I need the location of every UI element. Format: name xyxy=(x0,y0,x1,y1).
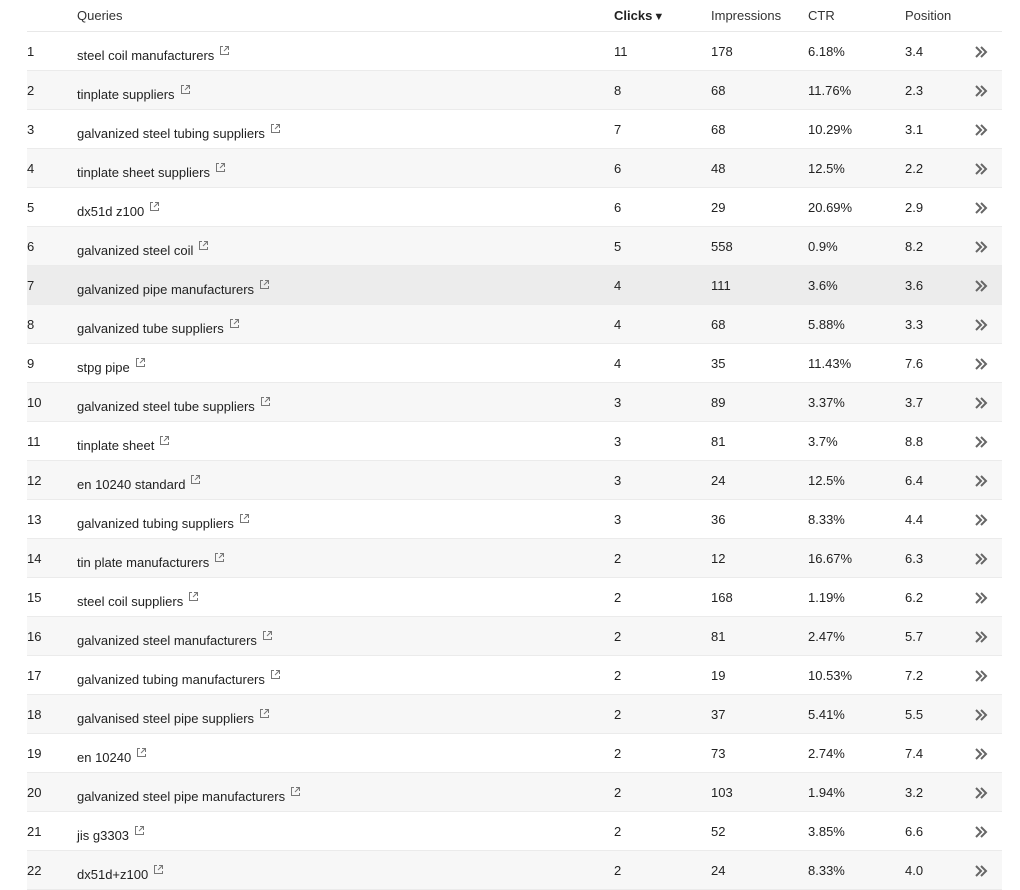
query-cell xyxy=(77,630,273,648)
impressions-cell: 558 xyxy=(711,239,733,254)
query-cell xyxy=(77,747,147,765)
impressions-cell: 68 xyxy=(711,122,726,137)
external-link-icon[interactable] xyxy=(153,864,164,875)
double-chevron-right-icon[interactable] xyxy=(973,278,989,294)
row-number: 4 xyxy=(27,161,35,176)
external-link-icon[interactable] xyxy=(259,708,270,719)
clicks-cell: 2 xyxy=(614,707,622,722)
ctr-cell: 3.85% xyxy=(808,824,845,839)
header-position[interactable]: Position xyxy=(905,8,952,23)
double-chevron-right-icon[interactable] xyxy=(973,785,989,801)
external-link-icon[interactable] xyxy=(214,552,225,563)
clicks-cell: 6 xyxy=(614,161,622,176)
external-link-icon[interactable] xyxy=(159,435,170,446)
query-cell xyxy=(77,396,271,414)
impressions-cell: 68 xyxy=(711,317,726,332)
clicks-cell: 2 xyxy=(614,629,622,644)
table-row[interactable] xyxy=(27,617,1002,656)
impressions-cell: 29 xyxy=(711,200,726,215)
query-text[interactable]: galvanized steel manufacturers xyxy=(77,633,257,648)
ctr-cell: 8.33% xyxy=(808,512,845,527)
double-chevron-right-icon[interactable] xyxy=(973,668,989,684)
ctr-cell: 6.18% xyxy=(808,44,845,59)
double-chevron-right-icon[interactable] xyxy=(973,551,989,567)
table-row[interactable] xyxy=(27,266,1002,305)
position-cell: 3.2 xyxy=(905,785,924,800)
query-text[interactable]: galvanized tube suppliers xyxy=(77,321,224,336)
ctr-cell: 11.76% xyxy=(808,83,852,98)
table-row[interactable] xyxy=(27,305,1002,344)
header-queries[interactable]: Queries xyxy=(77,8,123,23)
position-cell: 2.3 xyxy=(905,83,924,98)
external-link-icon[interactable] xyxy=(260,396,271,407)
query-cell xyxy=(77,708,270,726)
external-link-icon[interactable] xyxy=(219,45,230,56)
clicks-cell: 2 xyxy=(614,668,622,683)
external-link-icon[interactable] xyxy=(198,240,209,251)
ctr-cell: 20.69% xyxy=(808,200,853,215)
table-body xyxy=(27,32,1002,890)
table-row[interactable] xyxy=(27,344,1002,383)
row-number: 12 xyxy=(27,473,42,488)
position-cell: 6.4 xyxy=(905,473,924,488)
double-chevron-right-icon[interactable] xyxy=(973,200,989,216)
clicks-cell: 5 xyxy=(614,239,622,254)
query-text[interactable]: tin plate manufacturers xyxy=(77,555,210,570)
query-text[interactable]: steel coil suppliers xyxy=(77,594,184,609)
ctr-cell: 12.5% xyxy=(808,161,845,176)
external-link-icon[interactable] xyxy=(239,513,250,524)
external-link-icon[interactable] xyxy=(229,318,240,329)
double-chevron-right-icon[interactable] xyxy=(973,629,989,645)
external-link-icon[interactable] xyxy=(262,630,273,641)
query-cell xyxy=(77,513,250,531)
double-chevron-right-icon[interactable] xyxy=(973,83,989,99)
row-number: 19 xyxy=(27,746,42,761)
row-number: 9 xyxy=(27,356,35,371)
row-number: 13 xyxy=(27,512,42,527)
query-text[interactable]: galvanised steel pipe suppliers xyxy=(77,711,255,726)
impressions-cell: 35 xyxy=(711,356,726,371)
clicks-cell: 3 xyxy=(614,512,622,527)
double-chevron-right-icon[interactable] xyxy=(973,707,989,723)
position-cell: 8.8 xyxy=(905,434,924,449)
external-link-icon[interactable] xyxy=(259,279,270,290)
query-cell xyxy=(77,552,225,570)
header-clicks-label: Clicks xyxy=(614,8,653,23)
row-number: 16 xyxy=(27,629,42,644)
query-cell xyxy=(77,84,191,102)
impressions-cell: 81 xyxy=(711,434,726,449)
double-chevron-right-icon[interactable] xyxy=(973,122,989,138)
external-link-icon[interactable] xyxy=(149,201,160,212)
position-cell: 2.2 xyxy=(905,161,924,176)
ctr-cell: 2.47% xyxy=(808,629,845,644)
table-row[interactable] xyxy=(27,773,1002,812)
impressions-cell: 36 xyxy=(711,512,726,527)
impressions-cell: 73 xyxy=(711,746,726,761)
ctr-cell: 3.37% xyxy=(808,395,845,410)
impressions-cell: 81 xyxy=(711,629,726,644)
query-cell xyxy=(77,123,281,141)
header-clicks[interactable] xyxy=(614,8,664,23)
query-cell xyxy=(77,162,226,180)
table-row[interactable] xyxy=(27,851,1002,890)
impressions-cell: 12 xyxy=(711,551,726,566)
ctr-cell: 5.88% xyxy=(808,317,845,332)
clicks-cell: 8 xyxy=(614,83,622,98)
clicks-cell: 11 xyxy=(614,44,628,59)
position-cell: 3.6 xyxy=(905,278,924,293)
query-text[interactable]: en 10240 standard xyxy=(77,477,186,492)
position-cell: 3.4 xyxy=(905,44,924,59)
query-text[interactable]: dx51d+z100 xyxy=(77,867,149,882)
query-text[interactable]: galvanized steel coil xyxy=(77,243,194,258)
ctr-cell: 5.41% xyxy=(808,707,845,722)
query-text[interactable]: stpg pipe xyxy=(77,360,130,375)
row-number: 14 xyxy=(27,551,42,566)
double-chevron-right-icon[interactable] xyxy=(973,863,989,879)
row-number: 15 xyxy=(27,590,42,605)
clicks-cell: 2 xyxy=(614,863,622,878)
row-number: 7 xyxy=(27,278,35,293)
row-number: 17 xyxy=(27,668,42,683)
query-cell xyxy=(77,669,281,687)
table-row[interactable] xyxy=(27,71,1002,110)
query-cell xyxy=(77,201,160,219)
query-cell xyxy=(77,357,146,375)
clicks-cell: 6 xyxy=(614,200,622,215)
ctr-cell: 10.29% xyxy=(808,122,853,137)
table-row[interactable] xyxy=(27,149,1002,188)
table-row[interactable] xyxy=(27,695,1002,734)
position-cell: 7.6 xyxy=(905,356,924,371)
table-row[interactable] xyxy=(27,812,1002,851)
query-cell xyxy=(77,474,201,492)
double-chevron-right-icon[interactable] xyxy=(973,590,989,606)
query-text[interactable]: dx51d z100 xyxy=(77,204,145,219)
table-row[interactable] xyxy=(27,110,1002,149)
table-row[interactable] xyxy=(27,734,1002,773)
query-text[interactable]: galvanized tubing suppliers xyxy=(77,516,234,531)
query-cell xyxy=(77,591,199,609)
query-cell xyxy=(77,825,145,843)
impressions-cell: 48 xyxy=(711,161,726,176)
clicks-cell: 3 xyxy=(614,473,622,488)
row-number: 18 xyxy=(27,707,42,722)
position-cell: 7.2 xyxy=(905,668,924,683)
external-link-icon[interactable] xyxy=(270,123,281,134)
impressions-cell: 178 xyxy=(711,44,733,59)
position-cell: 8.2 xyxy=(905,239,924,254)
impressions-cell: 37 xyxy=(711,707,726,722)
double-chevron-right-icon[interactable] xyxy=(973,356,989,372)
clicks-cell: 7 xyxy=(614,122,622,137)
impressions-cell: 68 xyxy=(711,83,726,98)
external-link-icon[interactable] xyxy=(190,474,201,485)
query-text[interactable]: tinplate sheet xyxy=(77,438,155,453)
query-text[interactable]: galvanized steel pipe manufacturers xyxy=(77,789,286,804)
table-row[interactable] xyxy=(27,500,1002,539)
row-number: 10 xyxy=(27,395,42,410)
external-link-icon[interactable] xyxy=(136,747,147,758)
query-text[interactable]: en 10240 xyxy=(77,750,132,765)
queries-table xyxy=(27,0,1002,890)
table-header xyxy=(27,0,1002,32)
clicks-cell: 3 xyxy=(614,395,622,410)
ctr-cell: 1.94% xyxy=(808,785,845,800)
query-text[interactable]: galvanized tubing manufacturers xyxy=(77,672,265,687)
query-cell xyxy=(77,318,240,336)
double-chevron-right-icon[interactable] xyxy=(973,395,989,411)
impressions-cell: 111 xyxy=(711,278,731,293)
double-chevron-right-icon[interactable] xyxy=(973,44,989,60)
impressions-cell: 24 xyxy=(711,863,726,878)
query-text[interactable]: jis g3303 xyxy=(77,828,130,843)
clicks-cell: 2 xyxy=(614,746,622,761)
clicks-cell: 4 xyxy=(614,356,622,371)
table-row[interactable] xyxy=(27,188,1002,227)
impressions-cell: 19 xyxy=(711,668,726,683)
double-chevron-right-icon[interactable] xyxy=(973,239,989,255)
clicks-cell: 2 xyxy=(614,785,622,800)
row-number: 11 xyxy=(27,434,41,449)
clicks-cell: 4 xyxy=(614,278,622,293)
query-text[interactable]: galvanized steel tube suppliers xyxy=(77,399,255,414)
table-row[interactable] xyxy=(27,383,1002,422)
impressions-cell: 89 xyxy=(711,395,726,410)
external-link-icon[interactable] xyxy=(134,825,145,836)
ctr-cell: 0.9% xyxy=(808,239,838,254)
clicks-cell: 4 xyxy=(614,317,622,332)
ctr-cell: 3.7% xyxy=(808,434,838,449)
impressions-cell: 103 xyxy=(711,785,733,800)
clicks-cell: 3 xyxy=(614,434,622,449)
impressions-cell: 24 xyxy=(711,473,726,488)
double-chevron-right-icon[interactable] xyxy=(973,824,989,840)
clicks-cell: 2 xyxy=(614,551,622,566)
table-row[interactable] xyxy=(27,227,1002,266)
query-text[interactable]: galvanized pipe manufacturers xyxy=(77,282,255,297)
ctr-cell: 12.5% xyxy=(808,473,845,488)
table-row[interactable] xyxy=(27,422,1002,461)
header-impressions[interactable]: Impressions xyxy=(711,8,782,23)
ctr-cell: 10.53% xyxy=(808,668,853,683)
row-number: 6 xyxy=(27,239,35,254)
impressions-cell: 52 xyxy=(711,824,726,839)
query-cell xyxy=(77,45,230,63)
sort-desc-icon: ▼ xyxy=(653,11,665,23)
position-cell: 3.3 xyxy=(905,317,924,332)
table-row[interactable] xyxy=(27,656,1002,695)
position-cell: 6.2 xyxy=(905,590,924,605)
position-cell: 4.0 xyxy=(905,863,924,878)
double-chevron-right-icon[interactable] xyxy=(973,434,989,450)
row-number: 21 xyxy=(27,824,42,839)
double-chevron-right-icon[interactable] xyxy=(973,746,989,762)
external-link-icon[interactable] xyxy=(270,669,281,680)
external-link-icon[interactable] xyxy=(215,162,226,173)
ctr-cell: 1.19% xyxy=(808,590,845,605)
clicks-cell: 2 xyxy=(614,824,622,839)
position-cell: 5.5 xyxy=(905,707,924,722)
table-row[interactable] xyxy=(27,461,1002,500)
clicks-cell: 2 xyxy=(614,590,622,605)
query-text[interactable]: galvanized steel tubing suppliers xyxy=(77,126,265,141)
position-cell: 4.4 xyxy=(905,512,924,527)
double-chevron-right-icon[interactable] xyxy=(973,317,989,333)
position-cell: 6.6 xyxy=(905,824,924,839)
row-number: 5 xyxy=(27,200,35,215)
position-cell: 5.7 xyxy=(905,629,924,644)
ctr-cell: 3.6% xyxy=(808,278,838,293)
query-cell xyxy=(77,240,209,258)
double-chevron-right-icon[interactable] xyxy=(973,512,989,528)
ctr-cell: 2.74% xyxy=(808,746,845,761)
ctr-cell: 16.67% xyxy=(808,551,853,566)
double-chevron-right-icon[interactable] xyxy=(973,161,989,177)
row-number: 3 xyxy=(27,122,35,137)
row-number: 1 xyxy=(27,44,35,59)
position-cell: 7.4 xyxy=(905,746,924,761)
query-text[interactable]: tinplate suppliers xyxy=(77,87,175,102)
ctr-cell: 8.33% xyxy=(808,863,845,878)
query-cell xyxy=(77,786,301,804)
header-ctr[interactable]: CTR xyxy=(808,8,835,23)
query-cell xyxy=(77,279,270,297)
query-cell xyxy=(77,435,170,453)
query-cell xyxy=(77,864,164,882)
external-link-icon[interactable] xyxy=(180,84,191,95)
external-link-icon[interactable] xyxy=(135,357,146,368)
position-cell: 3.1 xyxy=(905,122,924,137)
table-row[interactable] xyxy=(27,539,1002,578)
ctr-cell: 11.43% xyxy=(808,356,852,371)
external-link-icon[interactable] xyxy=(188,591,199,602)
external-link-icon[interactable] xyxy=(290,786,301,797)
query-text[interactable]: steel coil manufacturers xyxy=(77,48,215,63)
position-cell: 6.3 xyxy=(905,551,924,566)
row-number: 20 xyxy=(27,785,42,800)
table-row[interactable] xyxy=(27,32,1002,71)
row-number: 2 xyxy=(27,83,35,98)
position-cell: 3.7 xyxy=(905,395,924,410)
impressions-cell: 168 xyxy=(711,590,733,605)
row-number: 22 xyxy=(27,863,42,878)
query-text[interactable]: tinplate sheet suppliers xyxy=(77,165,210,180)
double-chevron-right-icon[interactable] xyxy=(973,473,989,489)
position-cell: 2.9 xyxy=(905,200,924,215)
row-number: 8 xyxy=(27,317,35,332)
table-row[interactable] xyxy=(27,578,1002,617)
